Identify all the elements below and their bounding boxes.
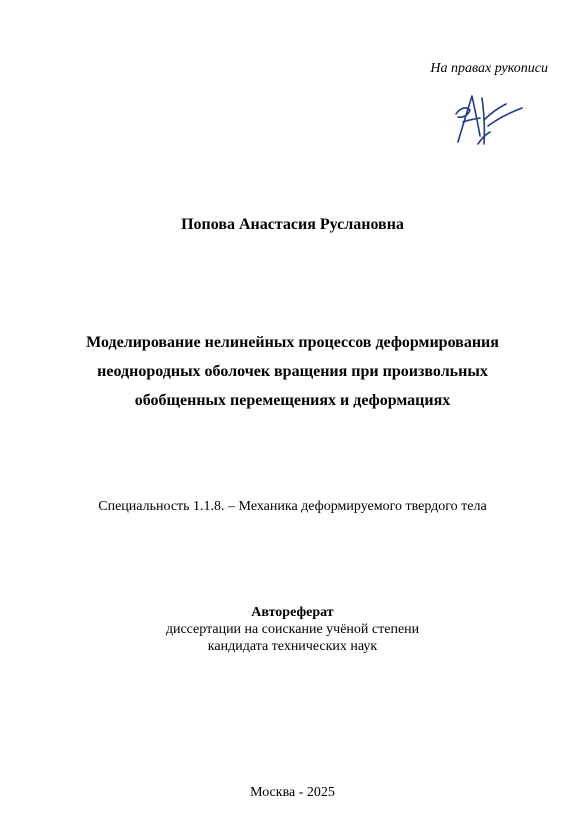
rights-note: На правах рукописи	[430, 61, 548, 76]
city-year: Москва - 2025	[250, 785, 335, 800]
author-name: Попова Анастасия Руслановна	[181, 216, 404, 233]
specialty-line: Специальность 1.1.8. – Механика деформируемого твердого тела	[98, 499, 487, 514]
abstract-heading: Автореферат	[251, 605, 334, 620]
title-line: неоднородных оболочек вращения при произвольных	[97, 363, 488, 380]
handwritten-signature	[448, 84, 528, 148]
abstract-line: кандидата технических наук	[207, 639, 378, 654]
dissertation-title	[0, 328, 585, 415]
title-line: обобщенных перемещениях и деформациях	[134, 392, 451, 409]
title-line: Моделирование нелинейных процессов деформирования	[86, 334, 499, 351]
abstract-block	[0, 604, 585, 655]
abstract-line: диссертации на соискание учёной степени	[165, 622, 420, 637]
